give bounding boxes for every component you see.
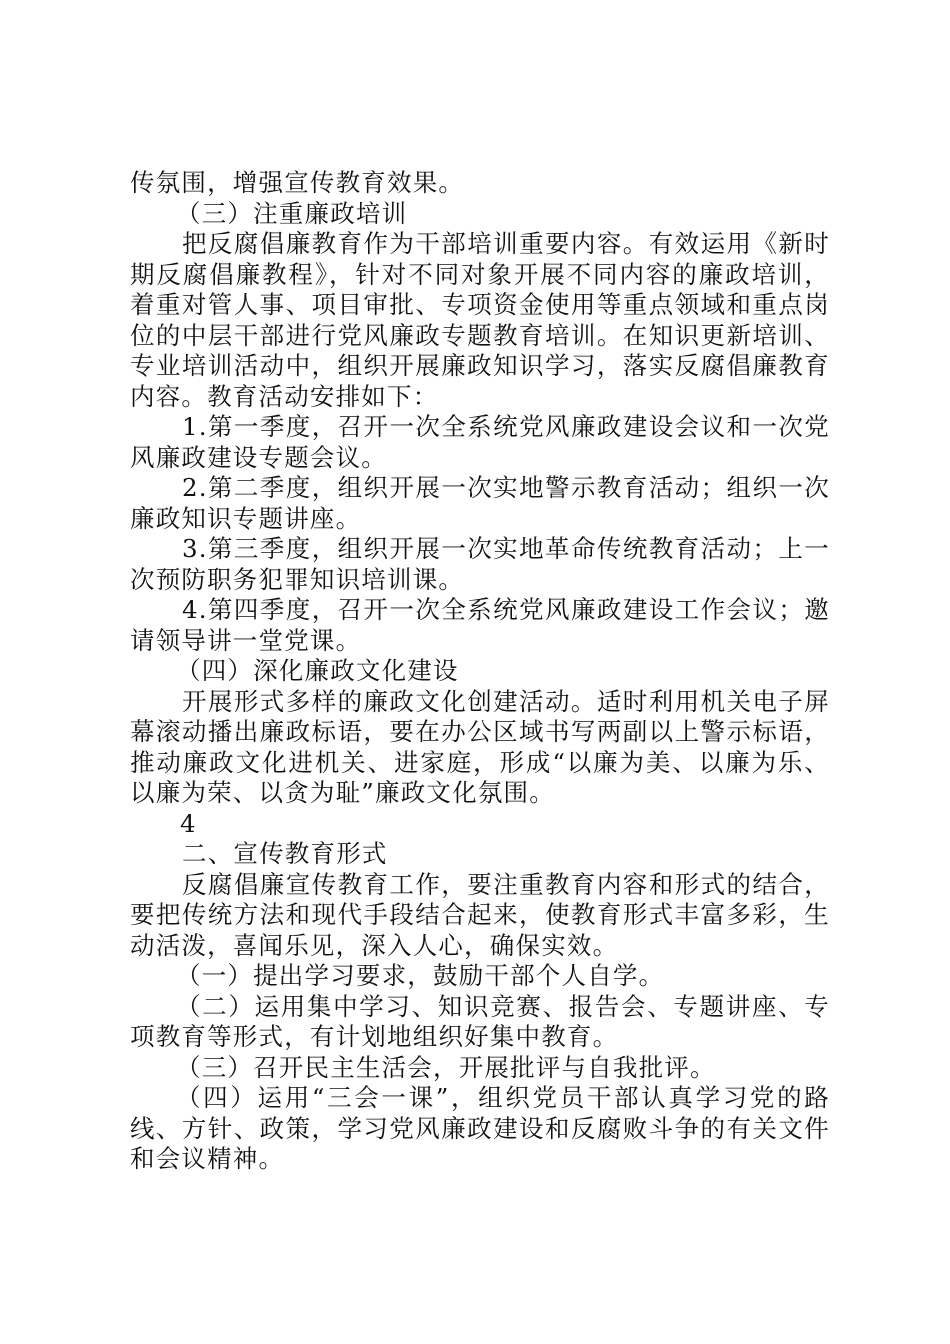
text-line: （四）运用“三会一课”，组织党员干部认真学习党的路 [176, 1083, 830, 1112]
text-line: 反腐倡廉宣传教育工作，要注重教育内容和形式的结合， [182, 869, 830, 899]
text-line: （二）运用集中学习、知识竞赛、报告会、专题讲座、专 [176, 991, 830, 1021]
text-line: 次预防职务犯罪知识培训课。 [130, 564, 465, 594]
text-line: 4.第四季度，召开一次全系统党风廉政建设工作会议；邀 [182, 595, 830, 624]
text-line: 请领导讲一堂党课。 [130, 625, 362, 655]
text-line: 幕滚动播出廉政标语，要在办公区域书写两副以上警示标语， [130, 717, 830, 746]
text-line: 和会议精神。 [130, 1144, 285, 1173]
text-line: 着重对管人事、项目审批、专项资金使用等重点领域和重点岗 [130, 290, 830, 319]
text-line: （三）注重廉政培训 [176, 198, 408, 228]
text-line: 推动廉政文化进机关、进家庭，形成“以廉为美、以廉为乐、 [130, 747, 830, 777]
text-line: （四）深化廉政文化建设 [176, 656, 459, 685]
text-line: 线、方针、政策，学习党风廉政建设和反腐败斗争的有关文件 [130, 1113, 830, 1143]
text-line: 内容。教育活动安排如下： [130, 381, 439, 411]
text-line: 专业培训活动中，组织开展廉政知识学习，落实反腐倡廉教育 [130, 351, 830, 380]
text-line: 二、宣传教育形式 [182, 839, 388, 868]
text-line: （三）召开民主生活会，开展批评与自我批评。 [176, 1052, 716, 1082]
document-body [130, 168, 830, 1175]
text-line: 要把传统方法和现代手段结合起来，使教育形式丰富多彩，生 [130, 900, 830, 929]
text-line: 期反腐倡廉教程》，针对不同对象开展不同内容的廉政培训， [130, 259, 830, 289]
text-line: （一）提出学习要求，鼓励干部个人自学。 [176, 961, 665, 990]
text-line: 项教育等形式，有计划地组织好集中教育。 [130, 1022, 619, 1051]
text-line: 以廉为荣、以贪为耻”廉政文化氛围。 [130, 778, 555, 807]
text-line: 1.第一季度，召开一次全系统党风廉政建设会议和一次党 [182, 412, 830, 441]
text-line: 廉政知识专题讲座。 [130, 503, 362, 533]
page-number: 4 [180, 808, 197, 838]
text-line: 开展形式多样的廉政文化创建活动。适时利用机关电子屏 [182, 686, 830, 716]
text-line: 传氛围，增强宣传教育效果。 [130, 168, 465, 197]
text-line: 把反腐倡廉教育作为干部培训重要内容。有效运用《新时 [182, 229, 830, 258]
text-line: 3.第三季度，组织开展一次实地革命传统教育活动；上一 [182, 534, 830, 563]
text-line: 位的中层干部进行党风廉政专题教育培训。在知识更新培训、 [130, 320, 830, 350]
text-line: 2.第二季度，组织开展一次实地警示教育活动；组织一次 [182, 473, 830, 502]
text-line: 动活泼，喜闻乐见，深入人心，确保实效。 [130, 930, 619, 960]
text-line: 风廉政建设专题会议。 [130, 442, 387, 472]
